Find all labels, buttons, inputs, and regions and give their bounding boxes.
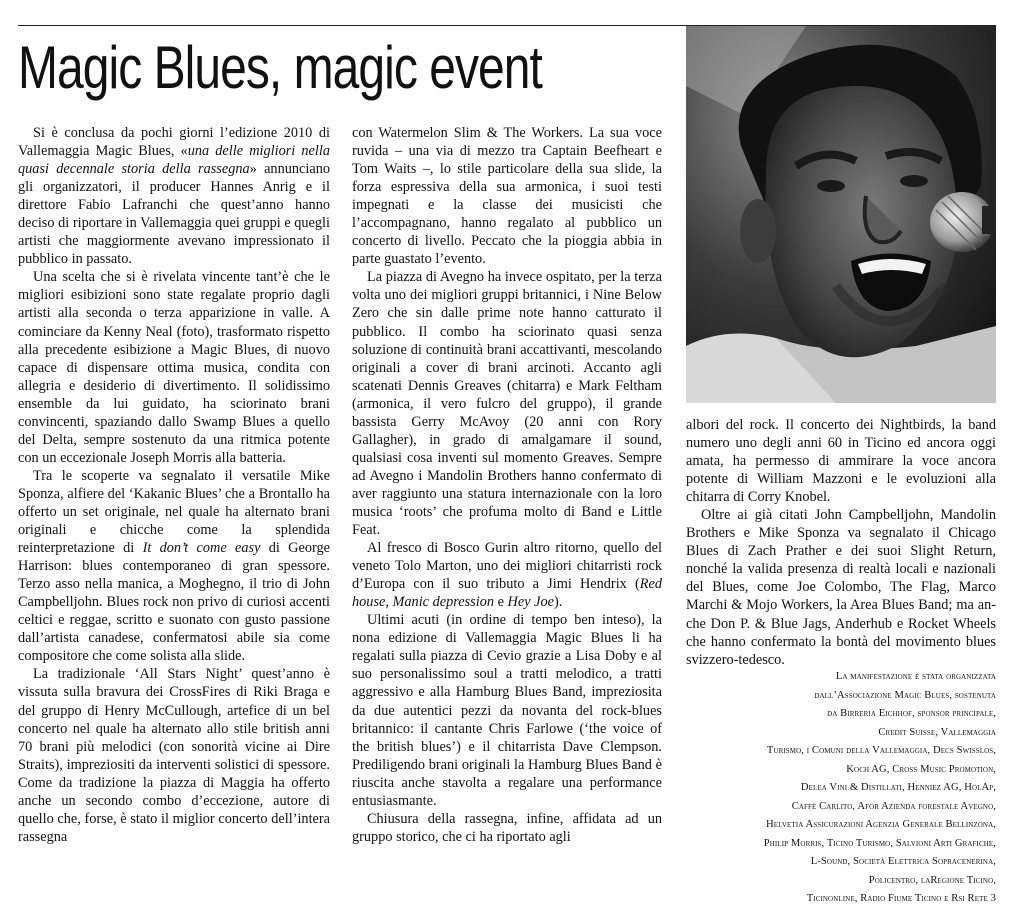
credit-line: Helvetia Assicurazioni Agenzia Generale Bellinzona, (766, 819, 996, 830)
paragraph: Una scelta che si è rivelata vincente tant’è che le migliori esibizioni sono state regalate proprio dagli artisti alla seconda o terza apparizione in valle. A cominciare da Kenny Neal (foto), trasformato rispetto alla precedente esibizione a Magic Blues, di nuovo capace di dispensare ottima musica, condita con allegria e desiderio di divertimento. Il solidissimo ensemble da lui guidato, ha sciorinato brani convincenti, spaziando dallo Swamp Blues a quello del Delta, sempre sostenuto da una ritmica potente con un eccezionale Joseph Morris alla batteria. (18, 269, 330, 466)
paragraph: Chiusura della rassegna, infine, affidata ad un gruppo storico, che ci ha riportato agli (352, 810, 662, 845)
sponsor-credits (686, 668, 996, 909)
credit-line: Delea Vini & Distillati, Henniez AG, HolAp, (800, 782, 996, 793)
credit-line: dall’Associazione Magic Blues, sostenuta (814, 689, 996, 701)
singer-with-microphone-image (686, 26, 996, 403)
paragraph: Ultimi acuti (in ordine di tempo ben inteso), la nona edizione di Vallemaggia Magic Blues li ha regalati sulla piazza di Cevio grazie a Lisa Doby e al suo personalissimo soul a tratti melodico, a tratti aggressivo e alla Hamburg Blues Band, impreziosita da due autentici pezzi da novanta del rock-blues britannico: il cantante Chris Farlowe (‘the voice of the british blues’) e il chitarrista Dave Clempson. Prediligendo brani originali la Hamburg Blues Band è riuscita anche stavolta a regalare una performance entusiasmante. (352, 612, 662, 809)
credit-line: Turismo, i Comuni della Vallemaggia, Decs Swisslos, (766, 745, 996, 756)
paragraph: La tradizionale ‘All Stars Night’ quest’anno è vissuta sulla bravura dei CrossFires di Riki Braga e del gruppo di Henry McCullough, artefice di un bel concerto nel quale ha alternato allo stile british anni 70 brani più melodici (con sonorità vicine ai Dire Straits), impreziositi da interventi solistici di spessore. Come da tradizione la piazza di Maggia ha offerto anche un secondo combo d’eccezione, autore di quello che, forse, è stato il miglior concerto dell’intera rassegna (18, 666, 330, 845)
paragraph: Tra le scoperte va segnalato il versatile Mike Sponza, alfiere del ‘Kakanic Blues’ che a Brontallo ha offerto un set originale, nel quale ha alternato brani originali e chicche come la splendida reinterpretazione di It don’t come easy di George Harrison: blues contemporaneo di gran spessore. Terzo asso nella manica, a Moghegno, il trio di John Campbelljohn. Blues rock non privo di curiosi accenti celtici e reggae, scritto e suonato con gusto passione dall’artista canadese, confermatosi abile sia come compositore che come solista alla slide. (18, 467, 330, 665)
paragraph: Oltre ai già citati John Campbelljohn, Mandolin Brothers e Mike Sponza va segnalato il Chicago Blues di Zach Prather e dei suoi Slight Return, nonché la valida presenza di realtà locali e nazionali del Blues, come Joe Colombo, The Flag, Marco Marchi & Mojo Workers, la Area Blues Band; ma anche Don P. & Blue Jags, Anderhub e Rocket Wheels che hanno confermato la bontà del movimento blues svizzero-tedesco. (686, 507, 996, 668)
article-column-2 (352, 124, 662, 846)
paragraph: albori del rock. Il concerto dei Nightbirds, la band numero uno degli anni 60 in Ticino ed ancora oggi amata, ha permesso di ammirare la voce ancora potente di William Mazzoni e le evoluzioni alla chitarra di Corry Knobel. (686, 417, 996, 506)
article-column-3 (686, 416, 996, 669)
credit-line: Philip Morris, Ticino Turismo, Salvioni Arti Grafiche, (763, 837, 996, 849)
credit-line: Ticinonline, Radio Fiume Ticino e Rsi Rete 3 (806, 893, 996, 904)
paragraph: La piazza di Avegno ha invece ospitato, per la terza volta uno dei migliori gruppi britannici, i Nine Below Zero che sin dalle prime note hanno catturato il pubblico. Il combo ha sciorinato quasi senza soluzione di continuità brani accattivanti, mescolando originali a cover di brani arcinoti. Accanto agli scatenati Dennis Greaves (chitarra) e Mark Feltham (armonica, il vero fulcro del gruppo), il grande bassista Gerry McAvoy (20 anni con Rory Gallagher), in grado di amalgamare il sound, qualsiasi cosa inventi sul momento Greaves. Sempre ad Avegno i Mandolin Brothers hanno confermato di aver raggiunto una statura internazionale con la loro musica ‘roots’ che profuma molto di Band e Little Feat. (352, 269, 662, 539)
credit-line: La manifestazione è stata organizzata (835, 671, 996, 682)
credit-line: da Birreria Eichhof, sponsor principale, (827, 708, 996, 719)
article-column-1 (18, 124, 330, 846)
paragraph: Al fresco di Bosco Gurin altro ritorno, quello del veneto Tolo Marton, uno dei migliori chitarristi rock d’Europa con il suo tributo a Jimi Hendrix (Red house, Manic depression e Hey Joe). (352, 540, 662, 611)
paragraph: con Watermelon Slim & The Workers. La sua voce ruvida – una via di mezzo tra Captain Beefheart e Tom Waits –, lo stile particolare della sua slide, la forza espressiva della sua armonica, i suoi testi impegnati e la classe dei musicisti che l’accompagnano, hanno regalato al pubblico un concerto di livello. Peccato che la pioggia abbia in parte guastato l’evento. (352, 125, 662, 268)
performer-photo (686, 26, 996, 403)
headline: Magic Blues, magic event (18, 34, 542, 101)
paragraph: Si è conclusa da pochi giorni l’edizione 2010 di Vallemaggia Magic Blues, «una delle migliori nella quasi decennale storia della rassegna» annunciano gli organizzatori, il producer Hannes Anrig e il direttore Fabio Lafranchi che quest’anno hanno deciso di riportare in Vallemaggia quei gruppi e quegli artisti che maggiormente avevano impressionato il pubblico in passato. (18, 125, 330, 268)
credit-line: Caffè Carlito, Afor Azienda forestale Avegno, (791, 800, 996, 812)
credit-line: L-Sound, Società Elettrica Sopracenerina, (810, 856, 996, 867)
credit-line: Credit Suisse, Vallemaggia (878, 726, 996, 738)
credit-line: Koch AG, Cross Music Promotion, (846, 763, 996, 775)
credit-line: Policentro, laRegione Ticino, (868, 874, 996, 886)
